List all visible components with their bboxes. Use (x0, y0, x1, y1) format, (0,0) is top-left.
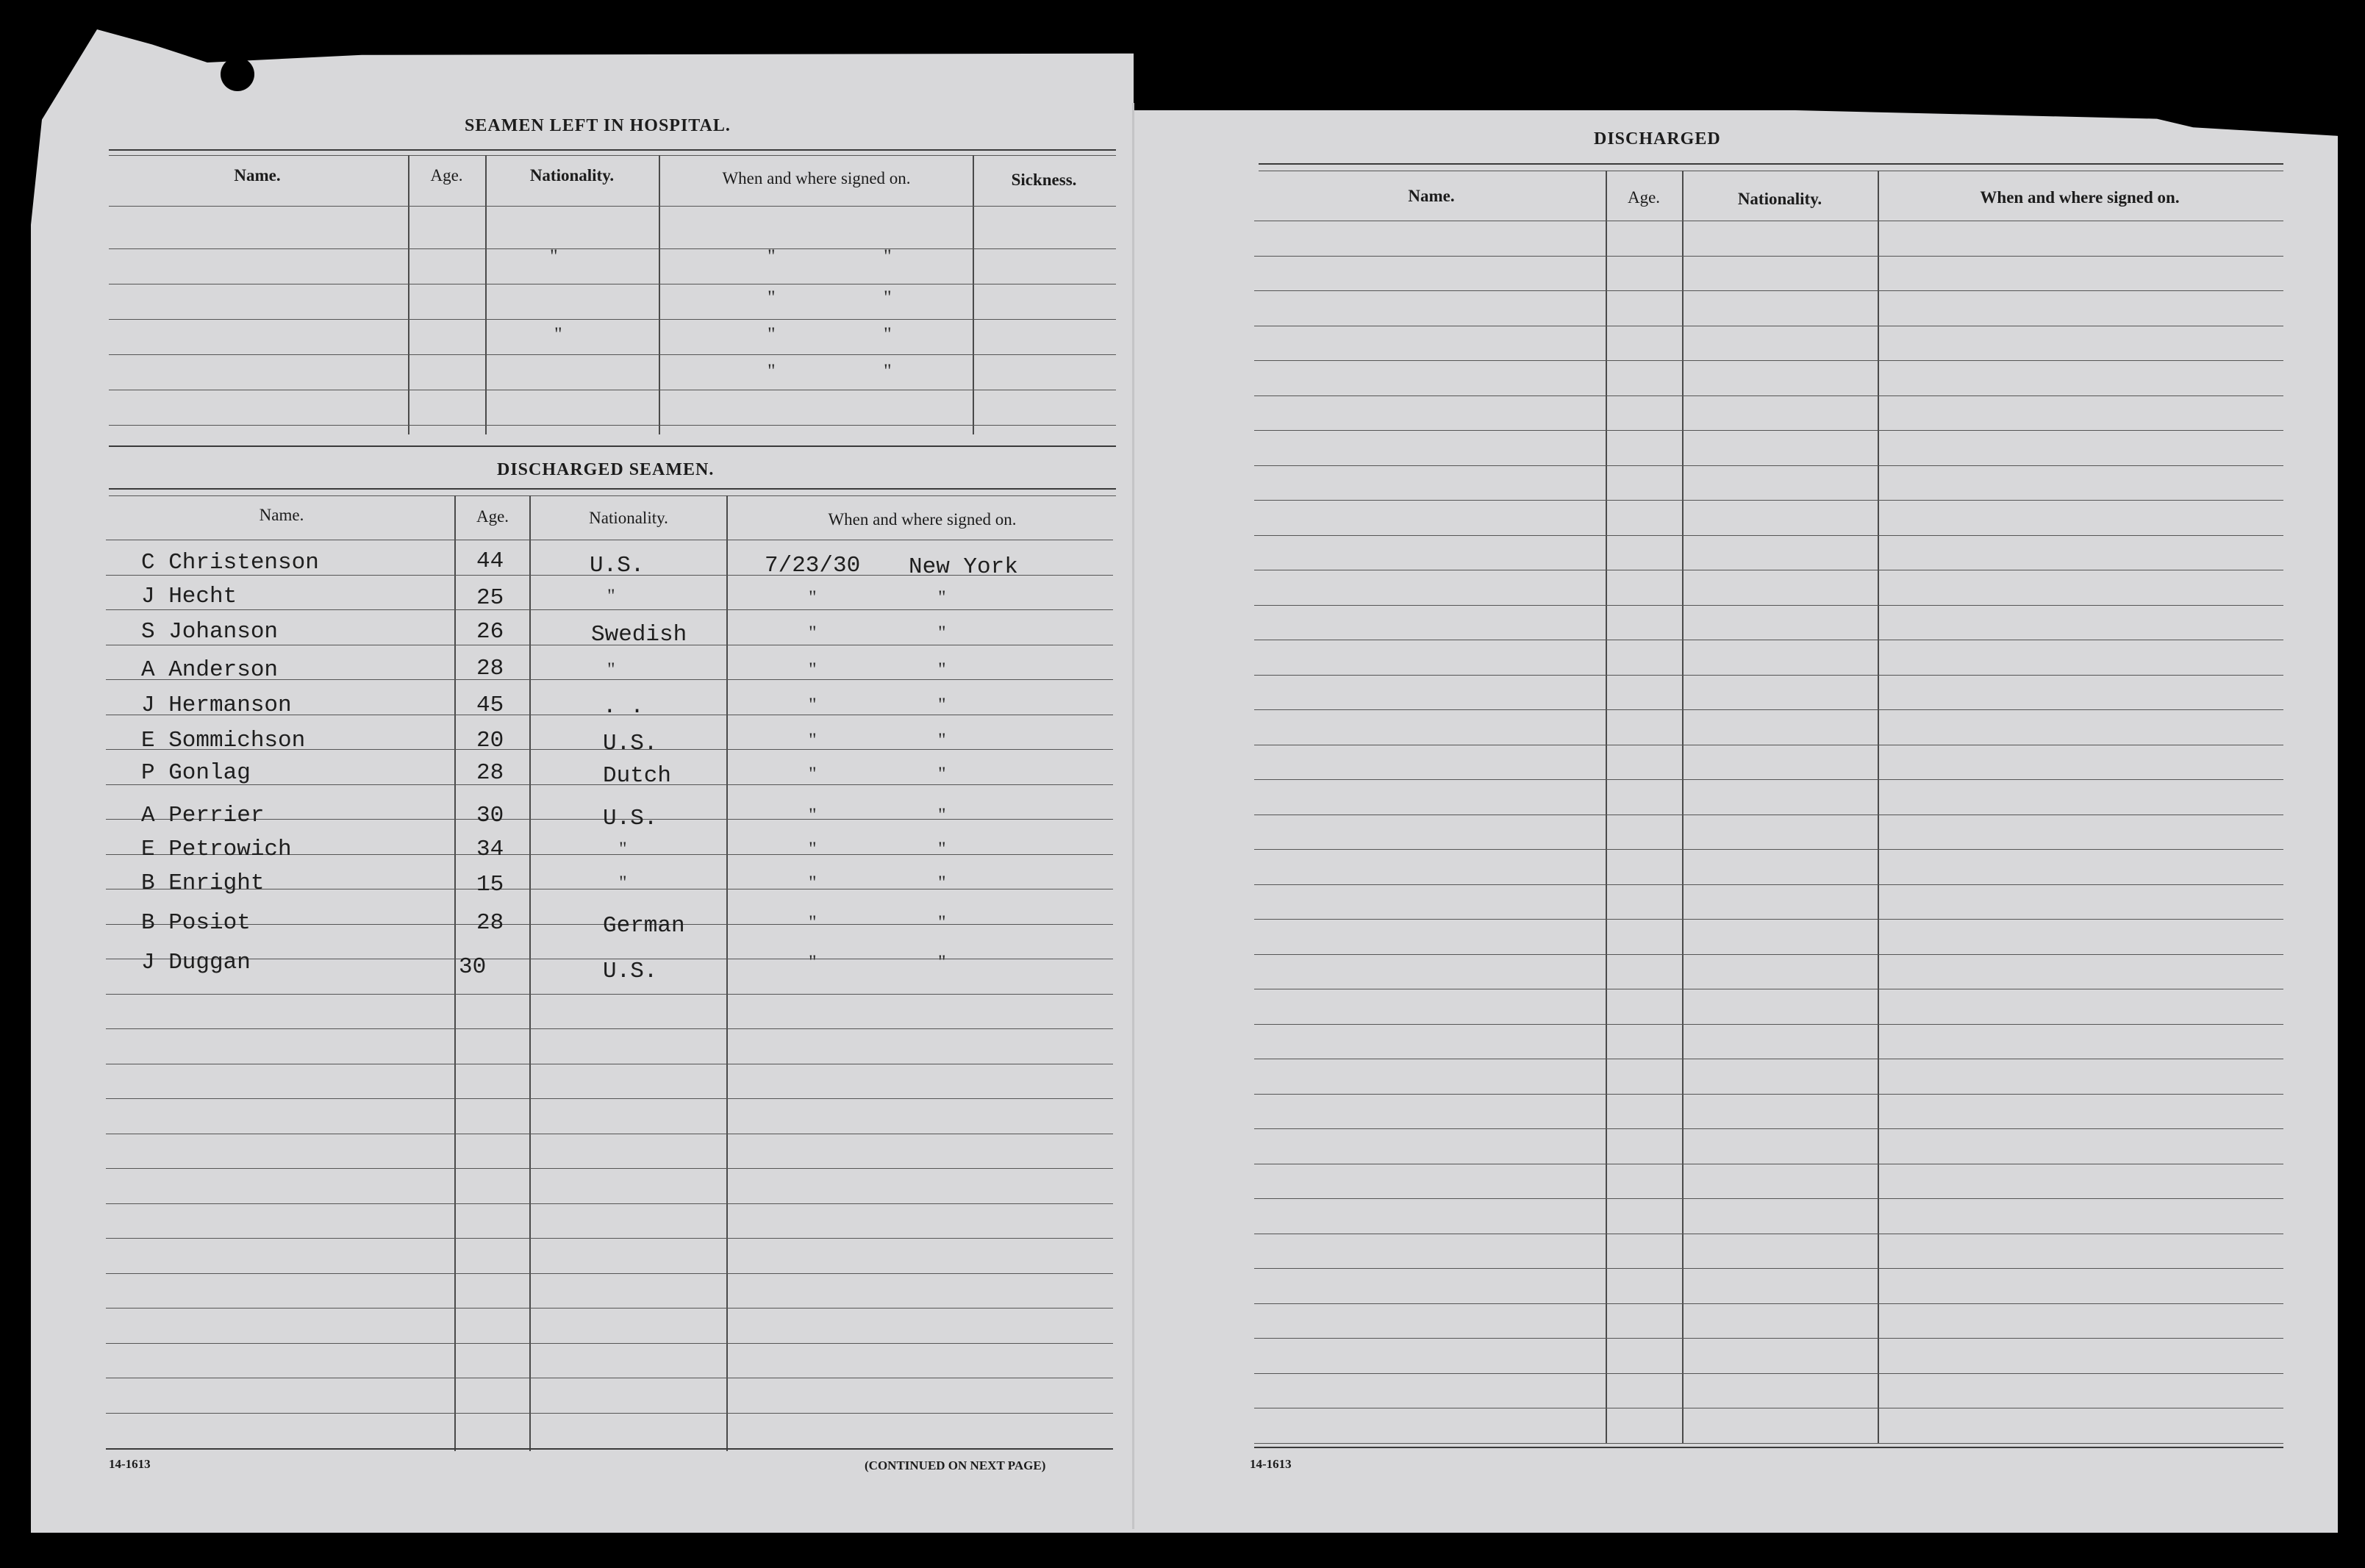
ditto-mark: " (884, 360, 892, 382)
ruled-line (106, 1098, 1113, 1099)
col-divider (1878, 171, 1879, 1444)
seaman-name: C Christenson (141, 550, 319, 576)
seaman-name: J Hecht (141, 584, 237, 609)
ruled-line (1254, 395, 2283, 396)
signed-on-date: 7/23/30 (765, 553, 861, 579)
right-section-title: DISCHARGED (1594, 129, 1721, 148)
rule (109, 155, 1116, 156)
signed-on-place: New York (909, 554, 1018, 580)
ruled-line (1254, 1443, 2283, 1444)
discharged-col-signed-on: When and where signed on. (828, 510, 1017, 529)
ditto-mark: " (768, 287, 776, 308)
hospital-col-sickness: Sickness. (1011, 171, 1077, 189)
ruled-line (106, 1308, 1113, 1309)
seaman-age: 44 (476, 548, 504, 574)
discharged-col-name: Name. (259, 506, 304, 524)
seaman-age: 28 (476, 760, 504, 786)
seaman-nationality: Dutch (603, 763, 672, 789)
rule (109, 445, 1116, 447)
signed-on-date: " (809, 694, 817, 715)
col-divider (1682, 171, 1684, 1444)
ruled-line (106, 1028, 1113, 1029)
signed-on-date: " (809, 587, 817, 608)
rule (109, 495, 1116, 496)
ditto-mark: " (768, 323, 776, 345)
seaman-age: 34 (476, 837, 504, 862)
ditto-mark: " (768, 246, 776, 267)
rule (109, 248, 1116, 249)
seaman-nationality: U.S. (603, 731, 658, 756)
signed-on-place: " (938, 694, 946, 715)
ruled-line (106, 994, 1113, 995)
rule (109, 149, 1116, 151)
col-divider (408, 155, 409, 434)
col-divider (1606, 171, 1607, 1444)
ruled-line (1254, 535, 2283, 536)
col-divider (485, 155, 487, 434)
seaman-nationality: " (607, 659, 615, 680)
seaman-age: 20 (476, 728, 504, 753)
hospital-section-title: SEAMEN LEFT IN HOSPITAL. (465, 116, 731, 135)
signed-on-place: " (938, 659, 946, 680)
discharged-col-nationality: Nationality. (589, 509, 668, 527)
signed-on-place: " (938, 872, 946, 893)
seaman-name: S Johanson (141, 619, 279, 645)
ruled-line (1254, 1303, 2283, 1304)
ruled-line (106, 1413, 1113, 1414)
seaman-nationality: " (619, 872, 627, 893)
rule (109, 319, 1116, 320)
hospital-col-signed-on: When and where signed on. (722, 169, 911, 187)
seaman-name: A Perrier (141, 803, 265, 828)
signed-on-place: " (938, 838, 946, 859)
right-col-signed-on: When and where signed on. (1980, 188, 2180, 207)
ruled-line (106, 1168, 1113, 1169)
ruled-line (1254, 1268, 2283, 1269)
right-page (1132, 110, 2338, 1533)
signed-on-date: " (809, 872, 817, 893)
signed-on-place: " (938, 912, 946, 933)
signed-on-place: " (938, 587, 946, 608)
seaman-age: 28 (476, 656, 504, 681)
seaman-name: P Gonlag (141, 760, 251, 786)
continued-note: (CONTINUED ON NEXT PAGE) (865, 1458, 1046, 1472)
ruled-line (1254, 605, 2283, 606)
seaman-name: E Sommichson (141, 728, 306, 753)
signed-on-place: " (938, 804, 946, 826)
page-fold (1132, 103, 1134, 1529)
seaman-nationality: German (603, 913, 685, 939)
seaman-name: A Anderson (141, 657, 279, 683)
ditto-mark: " (884, 287, 892, 308)
rule (109, 488, 1116, 490)
hospital-col-nationality: Nationality. (529, 166, 615, 185)
ruled-line (1254, 1338, 2283, 1339)
signed-on-place: " (938, 763, 946, 784)
ditto-mark: " (884, 323, 892, 345)
ruled-line (1254, 1128, 2283, 1129)
rule (109, 206, 1116, 207)
seaman-age: 45 (476, 692, 504, 718)
ruled-line (1254, 1198, 2283, 1199)
hospital-col-name: Name. (234, 166, 281, 185)
rule (109, 354, 1116, 355)
ruled-line (1254, 884, 2283, 885)
signed-on-date: " (809, 951, 817, 973)
signed-on-place: " (938, 622, 946, 643)
seaman-nationality: U.S. (603, 959, 658, 984)
ruled-line (106, 1343, 1113, 1344)
right-col-nationality: Nationality. (1737, 190, 1822, 208)
ruled-line (1254, 465, 2283, 466)
ditto-mark: " (768, 360, 776, 382)
bottom-rule (106, 1448, 1113, 1450)
ruled-line (1254, 1024, 2283, 1025)
ruled-line (1254, 709, 2283, 710)
ditto-mark: " (554, 323, 562, 345)
rule (109, 425, 1116, 426)
rule (1259, 163, 2283, 165)
ruled-line (106, 1203, 1113, 1204)
seaman-nationality: . . (603, 694, 644, 720)
right-form-number: 14-1613 (1250, 1457, 1292, 1471)
ditto-mark: " (550, 246, 558, 267)
seaman-name: J Hermanson (141, 692, 292, 718)
ruled-line (1254, 779, 2283, 780)
col-divider (659, 155, 660, 434)
ruled-line (1254, 1094, 2283, 1095)
ruled-line (1254, 675, 2283, 676)
ruled-line (1254, 360, 2283, 361)
seaman-age: 30 (459, 954, 487, 980)
signed-on-date: " (809, 729, 817, 751)
seaman-nationality: " (607, 585, 615, 606)
seaman-nationality: U.S. (603, 806, 658, 831)
seaman-age: 15 (476, 872, 504, 898)
signed-on-place: " (938, 951, 946, 973)
seaman-age: 28 (476, 910, 504, 936)
seaman-nationality: " (619, 838, 627, 859)
seaman-age: 25 (476, 585, 504, 611)
seaman-name: B Enright (141, 870, 265, 896)
seaman-name: E Petrowich (141, 837, 292, 862)
signed-on-place: " (938, 729, 946, 751)
seaman-age: 30 (476, 803, 504, 828)
seaman-nationality: Swedish (591, 622, 687, 648)
bottom-rule (1254, 1447, 2283, 1448)
ruled-line (1254, 919, 2283, 920)
signed-on-date: " (809, 659, 817, 680)
ruled-line (106, 1273, 1113, 1274)
ruled-line (1254, 954, 2283, 955)
hospital-col-age: Age. (430, 166, 463, 185)
seaman-age: 26 (476, 619, 504, 645)
ruled-line (1254, 849, 2283, 850)
ruled-line (1254, 430, 2283, 431)
punch-hole (221, 57, 254, 91)
signed-on-date: " (809, 763, 817, 784)
ditto-mark: " (884, 246, 892, 267)
col-divider (973, 155, 974, 434)
seaman-name: J Duggan (141, 950, 251, 975)
ruled-line (1254, 290, 2283, 291)
discharged-col-age: Age. (476, 507, 509, 526)
discharged-section-title: DISCHARGED SEAMEN. (497, 460, 715, 479)
ruled-line (1254, 256, 2283, 257)
signed-on-date: " (809, 804, 817, 826)
signed-on-date: " (809, 838, 817, 859)
form-number: 14-1613 (109, 1457, 151, 1471)
right-col-name: Name. (1408, 187, 1455, 205)
ruled-line (106, 1238, 1113, 1239)
signed-on-date: " (809, 622, 817, 643)
seaman-nationality: U.S. (590, 553, 645, 579)
ruled-line (106, 609, 1113, 610)
seaman-name: B Posiot (141, 910, 251, 936)
signed-on-date: " (809, 912, 817, 933)
right-col-age: Age. (1627, 188, 1661, 207)
ruled-line (1254, 1373, 2283, 1374)
ruled-line (1254, 500, 2283, 501)
